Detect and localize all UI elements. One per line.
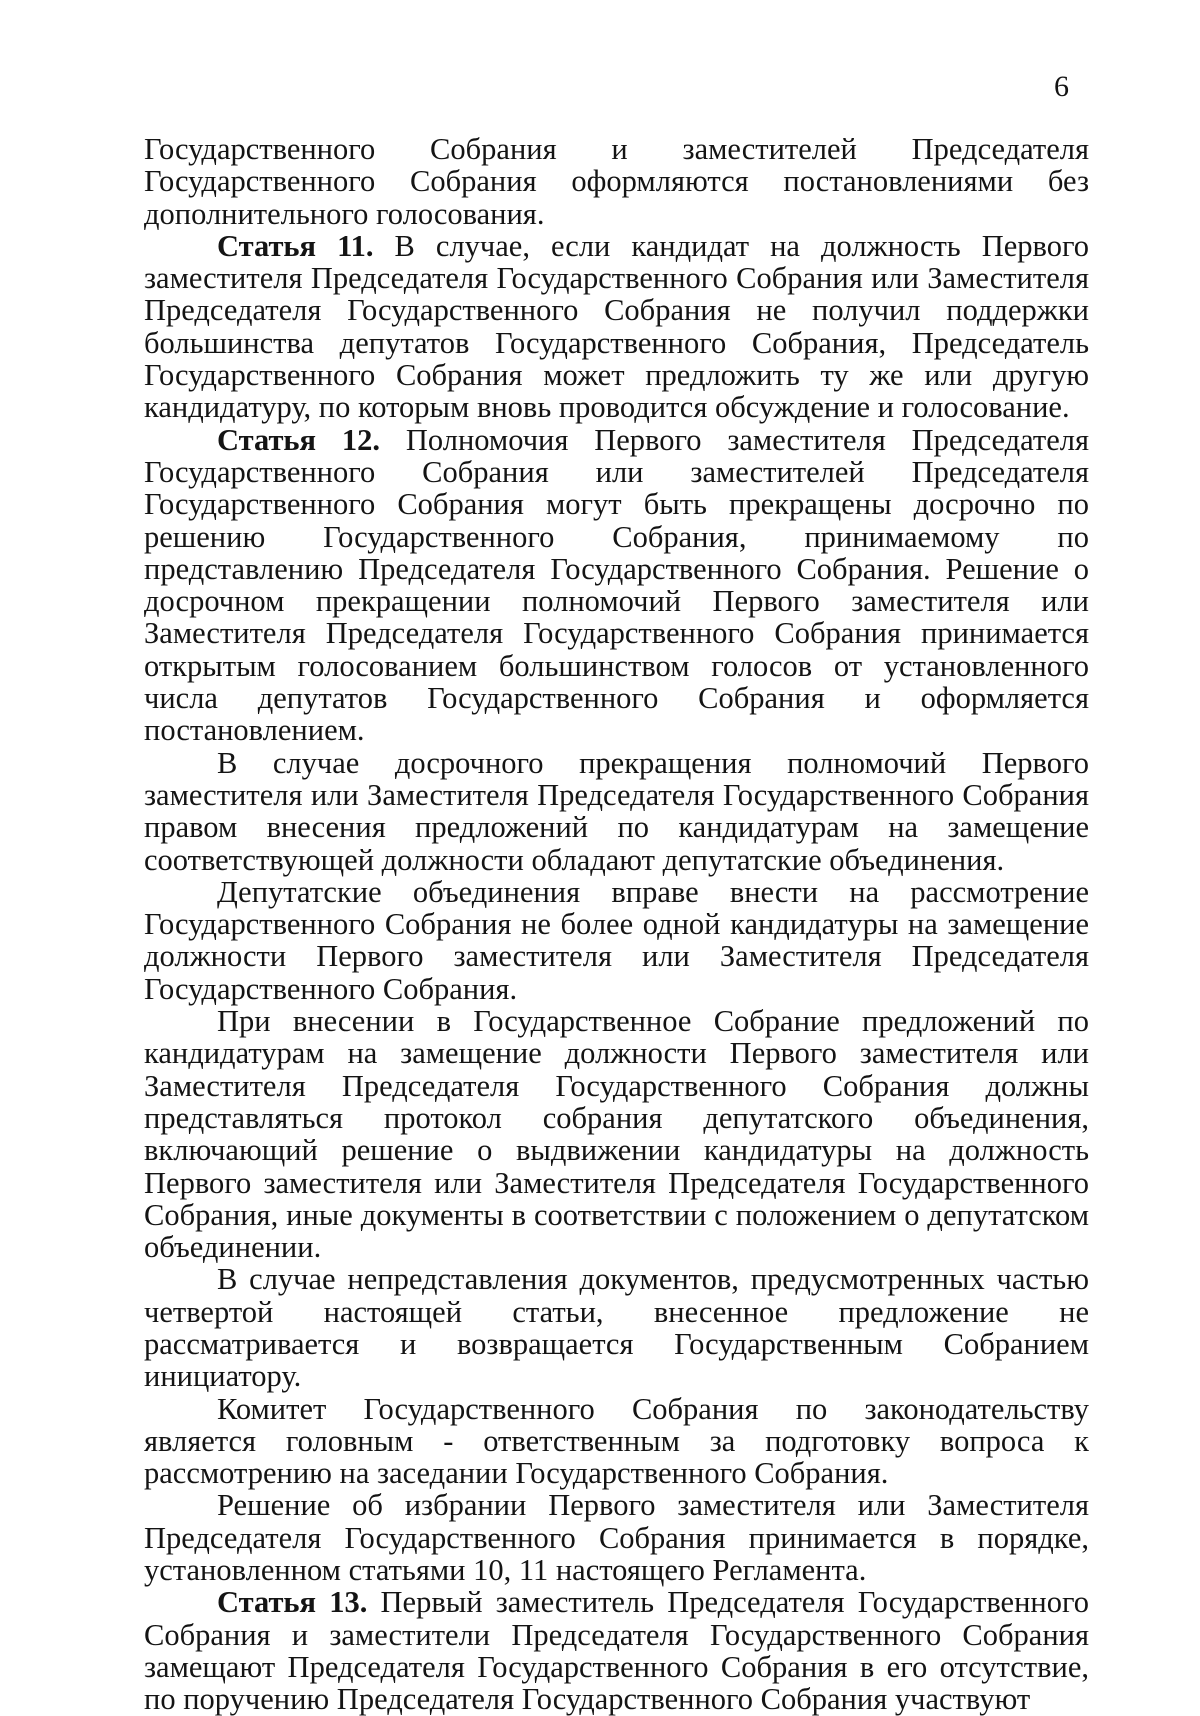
article-label: Статья 13. [217, 1585, 368, 1620]
paragraph [144, 1489, 1089, 1586]
article-11 [144, 230, 1089, 424]
article-label: Статья 12. [217, 422, 381, 457]
paragraph-text: В случае непредставления документов, предусмотренных частью четвертой настоящей статьи, внесенное предложение не рассматривается и возвращается Государственным Собранием инициатору. [144, 1262, 1089, 1394]
paragraph-text: Государственного Собрания и заместителей Председателя Государственного Собрания оформляются постановлениями без дополнительного голосования. [144, 132, 1089, 231]
paragraph [144, 1263, 1089, 1392]
paragraph-text: Комитет Государственного Собрания по законодательству является головным - ответственным за подготовку вопроса к рассмотрению на заседании Государственного Собрания. [144, 1391, 1089, 1491]
paragraph-text: В случае досрочного прекращения полномочий Первого заместителя или Заместителя Председателя Государственного Собрания правом внесения предложений по кандидатурам на замещение соответствующей должности обладают депутатские объединения. [144, 745, 1089, 877]
paragraph [144, 876, 1089, 1005]
paragraph [144, 1393, 1089, 1490]
paragraph-continuation [144, 133, 1089, 230]
paragraph-text: Полномочия Первого заместителя Председателя Государственного Собрания или заместителей Председателя Государственного Собрания могут быть прекращены досрочно по решению Государственного Собрания, принимаемому по представлению Председателя Государственного Собрания. Решение о досрочном прекращении полномочий Первого заместителя или Заместителя Председателя Государственного Собрания принимается открытым голосованием большинством голосов от установленного числа депутатов Государственного Собрания и оформляется постановлением. [144, 422, 1089, 748]
article-12 [144, 424, 1089, 747]
article-13 [144, 1586, 1089, 1715]
paragraph-text: Депутатские объединения вправе внести на рассмотрение Государственного Собрания не более одной кандидатуры на замещение должности Первого заместителя или Заместителя Председателя Государственного Собрания. [144, 874, 1089, 1006]
paragraph-text: При внесении в Государственное Собрание предложений по кандидатурам на замещение должности Первого заместителя или Заместителя Председателя Государственного Собрания должны представляться протокол собрания депутатского объединения, включающий решение о выдвижении кандидатуры на должность Первого заместителя или Заместителя Председателя Государственного Собрания, иные документы в соответствии с положением о депутатском объединении. [144, 1004, 1089, 1265]
paragraph-text: Первый заместитель Председателя Государственного Собрания и заместители Председателя Государственного Собрания замещают Председателя Государственного Собрания в его отсутствие, по поручению Председателя Государственного Собрания участвуют [144, 1585, 1089, 1716]
article-label: Статья 11. [217, 228, 374, 263]
paragraph [144, 1005, 1089, 1263]
paragraph-text: Решение об избрании Первого заместителя или Заместителя Председателя Государственного Собрания принимается в порядке, установленном статьями 10, 11 настоящего Регламента. [144, 1488, 1089, 1588]
paragraph [144, 747, 1089, 876]
paragraph-text: В случае, если кандидат на должность Первого заместителя Председателя Государственного Собрания или Заместителя Председателя Государственного Собрания не получил поддержки большинства депутатов Государственного Собрания, Председатель Государственного Собрания может предложить ту же или другую кандидатуру, по которым вновь проводится обсуждение и голосование. [144, 228, 1089, 425]
body-text [144, 133, 1089, 1716]
page-number: 6 [1054, 70, 1069, 103]
